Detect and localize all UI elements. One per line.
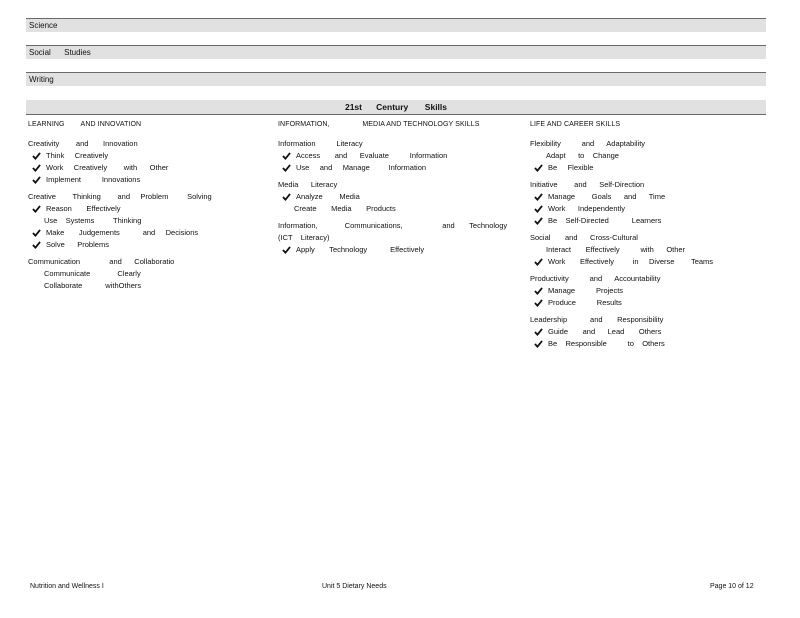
checkmark-icon — [534, 193, 543, 201]
column-heading: LEARNING AND INNOVATION — [28, 121, 142, 128]
subject-bar-writing — [26, 72, 766, 86]
checkmark-icon — [282, 164, 291, 172]
skill-item-text: Work Creatively with Other — [46, 163, 169, 172]
skill-item-text: Use and Manage Information — [296, 163, 427, 172]
skill-item — [28, 203, 268, 215]
skill-item-text: Apply Technology Effectively — [296, 245, 425, 254]
skill-item — [28, 162, 268, 174]
skill-group — [530, 138, 766, 174]
skill-item-text: Manage Projects — [548, 286, 624, 295]
skill-item-text: Adapt to Change — [546, 151, 619, 160]
checkmark-icon — [534, 258, 543, 266]
skill-group-title: Flexibility and Adaptability — [530, 139, 646, 148]
skill-group — [278, 179, 518, 215]
column-life-career — [530, 119, 766, 355]
footer-right: Page 10 of 12 — [710, 583, 754, 590]
skill-item — [530, 191, 766, 203]
skill-item-text: Communicate Clearly — [44, 269, 141, 278]
skill-group — [530, 273, 766, 309]
checkmark-icon — [282, 193, 291, 201]
skill-item — [28, 174, 268, 186]
skill-item-text: Reason Effectively — [46, 204, 121, 213]
skill-group — [530, 179, 766, 227]
checkmark-icon — [534, 299, 543, 307]
checkmark-icon — [282, 152, 291, 160]
subject-bar-science — [26, 18, 766, 32]
column-heading: INFORMATION, MEDIA AND TECHNOLOGY SKILLS — [278, 121, 480, 128]
skills-title: 21st Century Skills — [344, 102, 448, 112]
skill-group-title: Information, Communications, and Technology — [278, 221, 508, 230]
skill-item — [530, 326, 766, 338]
skill-item — [530, 150, 766, 162]
subject-bar-label: Social Studies — [29, 48, 91, 57]
skill-item-text: Analyze Media — [296, 192, 360, 201]
skill-item-text: Interact Effectively with Other — [546, 245, 686, 254]
skill-item — [530, 244, 766, 256]
skill-item-text: Create Media Products — [294, 204, 396, 213]
column-heading: LIFE AND CAREER SKILLS — [530, 121, 621, 128]
skill-item-text: Make Judgements and Decisions — [46, 228, 199, 237]
skill-group-title: Media Literacy — [278, 180, 338, 189]
checkmark-icon — [534, 164, 543, 172]
checkmark-icon — [534, 340, 543, 348]
checkmark-icon — [32, 205, 41, 213]
skill-group — [28, 256, 268, 292]
skill-item — [530, 285, 766, 297]
skill-group-title: Information Literacy — [278, 139, 363, 148]
checkmark-icon — [282, 246, 291, 254]
skill-group-title-cont: (ICT Literacy) — [278, 233, 330, 242]
subject-bar-label: Science — [29, 21, 58, 30]
skill-item-text: Be Self-Directed Learners — [548, 216, 662, 225]
skill-item-text: Work Independently — [548, 204, 625, 213]
skill-item — [278, 162, 518, 174]
skill-item-text: Collaborate withOthers — [44, 281, 142, 290]
column-learning-innovation — [28, 119, 268, 297]
checkmark-icon — [32, 164, 41, 172]
skill-item-text: Use Systems Thinking — [44, 216, 142, 225]
skill-group — [530, 314, 766, 350]
checkmark-icon — [534, 328, 543, 336]
skill-item-text: Be Responsible to Others — [548, 339, 665, 348]
skill-group — [28, 191, 268, 251]
skill-item — [530, 256, 766, 268]
skill-item — [278, 203, 518, 215]
checkmark-icon — [32, 229, 41, 237]
skill-group-title: Initiative and Self-Direction — [530, 180, 645, 189]
checkmark-icon — [534, 217, 543, 225]
skill-item-text: Produce Results — [548, 298, 622, 307]
skill-item-text: Manage Goals and Time — [548, 192, 666, 201]
skill-item-text: Solve Problems — [46, 240, 109, 249]
checkmark-icon — [32, 241, 41, 249]
skill-group — [278, 138, 518, 174]
skill-group — [28, 138, 268, 186]
skill-item — [28, 150, 268, 162]
skill-group-title: Creativity and Innovation — [28, 139, 138, 148]
skills-title-bar — [26, 100, 766, 115]
skill-item — [278, 244, 518, 256]
checkmark-icon — [32, 152, 41, 160]
column-information-media-technology — [278, 119, 518, 261]
skill-item — [530, 297, 766, 309]
skill-item-text: Implement Innovations — [46, 175, 141, 184]
skill-item-text: Be Flexible — [548, 163, 594, 172]
footer-center: Unit 5 Dietary Needs — [322, 583, 387, 590]
skill-item — [28, 215, 268, 227]
skill-group — [278, 220, 518, 256]
skill-item-text: Think Creatively — [46, 151, 109, 160]
skill-item — [530, 338, 766, 350]
checkmark-icon — [534, 287, 543, 295]
skill-item — [28, 227, 268, 239]
checkmark-icon — [534, 205, 543, 213]
skill-item-text: Guide and Lead Others — [548, 327, 662, 336]
skill-item — [28, 268, 268, 280]
skill-item — [278, 150, 518, 162]
subject-bar-social-studies — [26, 45, 766, 59]
skill-group-title: Communication and Collaboratio — [28, 257, 175, 266]
skill-group-title: Creative Thinking and Problem Solving — [28, 192, 212, 201]
skill-item — [28, 239, 268, 251]
skill-group-title: Social and Cross-Cultural — [530, 233, 638, 242]
skill-item — [530, 162, 766, 174]
checkmark-icon — [32, 176, 41, 184]
skill-item — [530, 203, 766, 215]
subject-bar-label: Writing — [29, 75, 54, 84]
skill-group-title: Leadership and Responsibility — [530, 315, 664, 324]
skill-item — [530, 215, 766, 227]
skill-group — [530, 232, 766, 268]
skill-item — [28, 280, 268, 292]
footer-left: Nutrition and Wellness I — [30, 583, 104, 590]
skill-group-title: Productivity and Accountability — [530, 274, 661, 283]
skill-item-text: Work Effectively in Diverse Teams — [548, 257, 714, 266]
skill-item-text: Access and Evaluate Information — [296, 151, 448, 160]
skill-item — [278, 191, 518, 203]
